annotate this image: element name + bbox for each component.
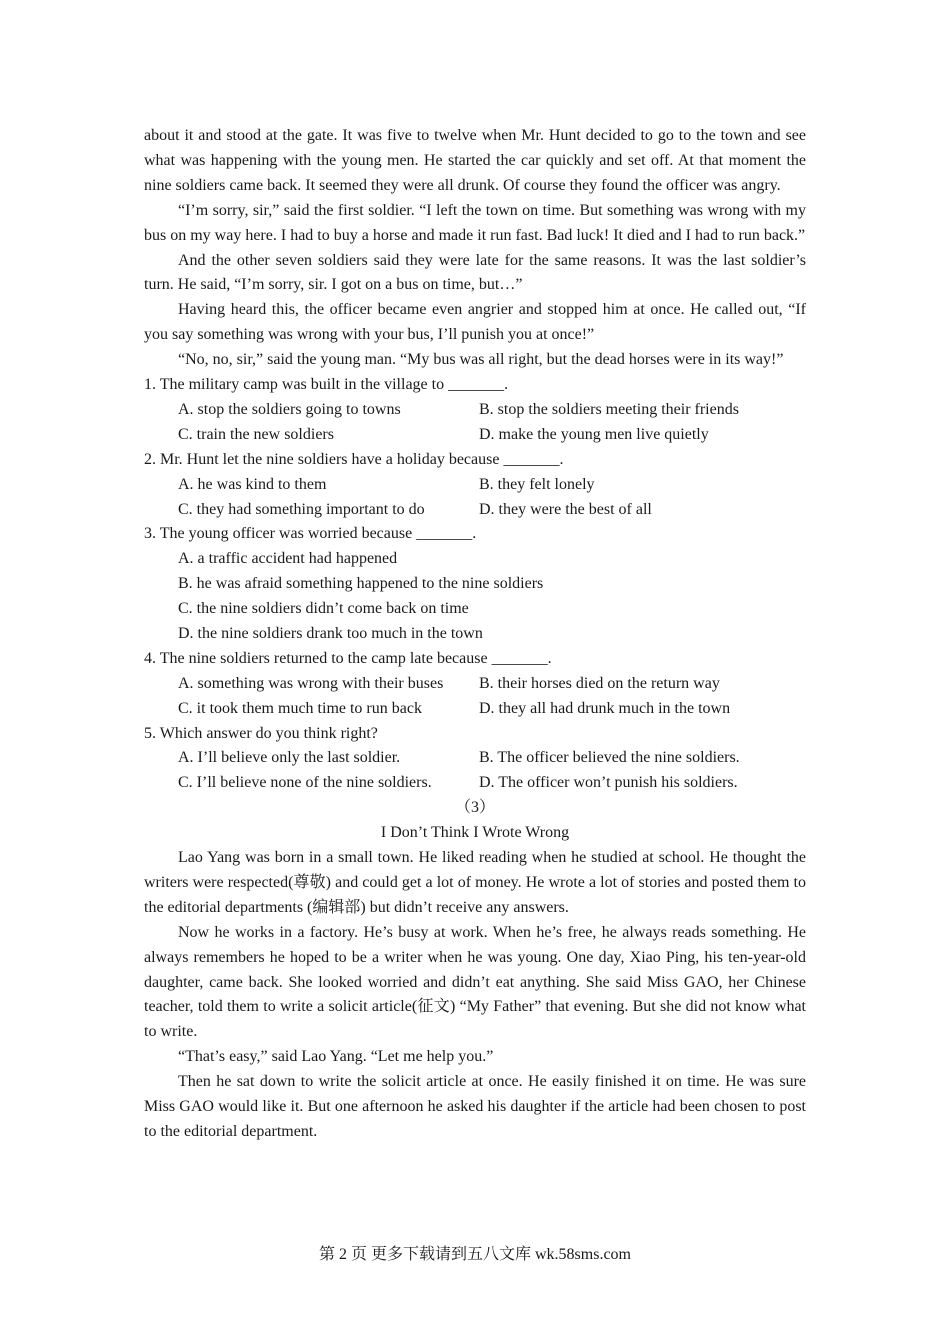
passage2-paragraph-3: And the other seven soldiers said they were late for the same reasons. It was the last soldier’s turn. He said, “I’m sorry, sir. I got on a bus on time, but…” (144, 251, 806, 294)
option-c: C. train the new soldiers (178, 425, 334, 443)
passage3-paragraph-1: Lao Yang was born in a small town. He liked reading when he studied at school. He thought the writers were respected(尊敬) and could get a lot of money. He wrote a lot of stories and posted them to the editorial departments (编辑部) but didn’t receive any answers. (144, 849, 806, 916)
option-a: A. a traffic accident had happened (178, 550, 398, 568)
question-1-options-cd (144, 423, 806, 448)
option-a: A. stop the soldiers going to towns (178, 400, 401, 418)
question-4-options-ab (144, 672, 806, 697)
page-footer: 第 2 页 更多下载请到五八文库 wk.58sms.com (318, 1246, 631, 1263)
option-d: D. make the young men live quietly (479, 425, 709, 443)
passage3-paragraph-4: Then he sat down to write the solicit article at once. He easily finished it on time. He was sure Miss GAO would like it. But one afternoon he asked his daughter if the article had been chosen to post to the editorial department. (144, 1073, 806, 1140)
question-1: 1. The military camp was built in the village to _______. (144, 376, 509, 394)
option-d: D. they were the best of all (479, 500, 652, 518)
option-d: D. the nine soldiers drank too much in the town (178, 624, 483, 642)
option-a: A. something was wrong with their buses (178, 674, 444, 692)
option-b: B. he was afraid something happened to the nine soldiers (178, 575, 544, 593)
option-c: C. they had something important to do (178, 500, 425, 518)
question-2: 2. Mr. Hunt let the nine soldiers have a holiday because _______. (144, 450, 564, 468)
question-1-options-ab (144, 398, 806, 423)
question-5: 5. Which answer do you think right? (144, 724, 378, 742)
question-5-options-ab (144, 746, 806, 771)
question-5-options-cd (144, 771, 806, 796)
passage2-paragraph-5: “No, no, sir,” said the young man. “My bus was all right, but the dead horses were in its way!” (178, 351, 784, 369)
question-2-options-cd (144, 498, 806, 523)
option-b: B. they felt lonely (479, 475, 595, 493)
passage3-paragraph-3: “That’s easy,” said Lao Yang. “Let me help you.” (178, 1048, 494, 1066)
option-b: B. stop the soldiers meeting their friends (479, 400, 739, 418)
option-a: A. he was kind to them (178, 475, 327, 493)
passage2-paragraph-4: Having heard this, the officer became even angrier and stopped him at once. He called out, “If you say something was wrong with your bus, I’ll punish you at once!” (144, 301, 806, 344)
option-c: C. it took them much time to run back (178, 699, 422, 717)
passage2-paragraph-2: “I’m sorry, sir,” said the first soldier. “I left the town on time. But something was wrong with my bus on my way here. I had to buy a horse and made it run fast. Bad luck! It died and I had to run back.” (144, 201, 806, 244)
passage3-number: （3） (454, 799, 495, 817)
passage3-title: I Don’t Think I Wrote Wrong (380, 824, 570, 842)
question-2-options-ab (144, 473, 806, 498)
option-c: C. I’ll believe none of the nine soldiers. (178, 774, 432, 792)
question-4: 4. The nine soldiers returned to the camp late because _______. (144, 649, 552, 667)
page-content (144, 124, 806, 1145)
option-d: D. The officer won’t punish his soldiers. (479, 774, 738, 792)
option-d: D. they all had drunk much in the town (479, 699, 731, 717)
option-b: B. their horses died on the return way (479, 674, 720, 692)
option-a: A. I’ll believe only the last soldier. (178, 749, 401, 767)
option-b: B. The officer believed the nine soldiers. (479, 749, 740, 767)
passage3-paragraph-2: Now he works in a factory. He’s busy at work. When he’s free, he always reads something. He always remembers he hoped to be a writer when he was young. One day, Xiao Ping, his ten-year-old daughter, came back. She looked worried and didn’t eat anything. She said Miss GAO, her Chinese teacher, told them to write a solicit article(征文) “My Father” that evening. But she did not know what to write. (144, 923, 806, 1041)
question-3: 3. The young officer was worried because _______. (144, 525, 477, 543)
passage2-paragraph-1: about it and stood at the gate. It was five to twelve when Mr. Hunt decided to go to the town and see what was happening with the young men. He started the car quickly and set off. At that moment the nine soldiers came back. It seemed they were all drunk. Of course they found the officer was angry. (144, 127, 806, 194)
question-4-options-cd (144, 697, 806, 722)
option-c: C. the nine soldiers didn’t come back on time (178, 600, 469, 618)
